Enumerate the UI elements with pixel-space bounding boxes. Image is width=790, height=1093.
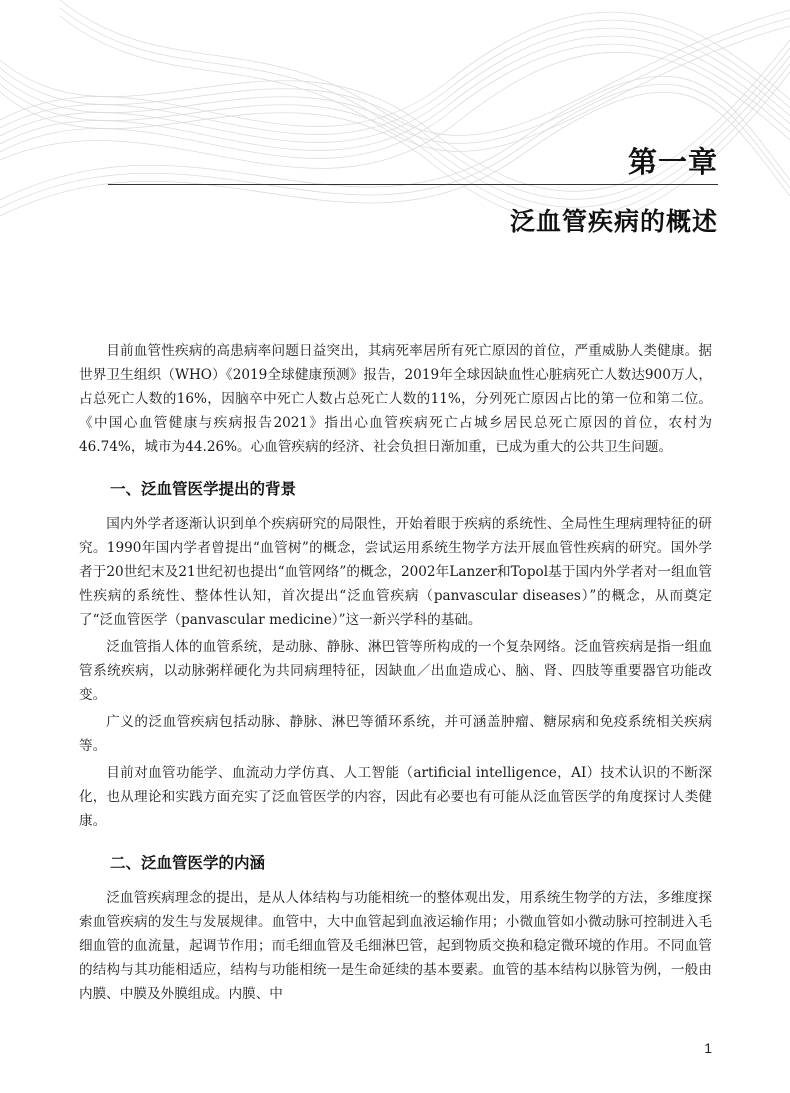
section-heading-connotation: 二、泛血管医学的内涵 — [110, 854, 266, 872]
section1-paragraph-1: 国内外学者逐渐认识到单个疾病研究的局限性，开始着眼于疾病的系统性、全局性生理病理特征的研究。1990年国内学者曾提出“血管树”的概念，尝试运用系统生物学方法开展血管性疾病的研究。国外学者于20世纪末及21世纪初也提出“血管网络”的概念，2002年Lanzer和Topol基于国内外学者对一组血管性疾病的系统性、整体性认知，首次提出“泛血管疾病（panvascular diseases）”的概念，从而奠定了“泛血管医学（panvascular medicine）”这一新兴学科的基础。 — [79, 516, 712, 628]
chapter-title: 泛血管疾病的概述 — [509, 207, 718, 236]
section1-paragraph-2: 泛血管指人体的血管系统，是动脉、静脉、淋巴管等所构成的一个复杂网络。泛血管疾病是指一组血管系统疾病，以动脉粥样硬化为共同病理特征，因缺血／出血造成心、脑、肾、四肢等重要器官功能改变。 — [79, 639, 712, 703]
chapter-divider — [108, 184, 718, 185]
section2-paragraph-1: 泛血管疾病理念的提出，是从人体结构与功能相统一的整体观出发，用系统生物学的方法，多维度探索血管疾病的发生与发展规律。血管中，大中血管起到血液运输作用；小微血管如小微动脉可控制进入毛细血管的血流量，起调节作用；而毛细血管及毛细淋巴管，起到物质交换和稳定微环境的作用。不同血管的结构与其功能相适应，结构与功能相统一是生命延续的基本要素。血管的基本结构以脉管为例，一般由内膜、中膜及外膜组成。内膜、中 — [79, 890, 712, 1002]
chapter-number: 第一章 — [627, 145, 718, 179]
section1-paragraph-4: 目前对血管功能学、血流动力学仿真、人工智能（artificial intelligence，AI）技术认识的不断深化，也从理论和实践方面充实了泛血管医学的内容，因此有必要也有可能从泛血管医学的角度探讨人类健康。 — [79, 765, 712, 829]
intro-paragraph: 目前血管性疾病的高患病率问题日益突出，其病死率居所有死亡原因的首位，严重威胁人类健康。据世界卫生组织（WHO）《2019全球健康预测》报告，2019年全球因缺血性心脏病死亡人数达900万人，占总死亡人数的16%，因脑卒中死亡人数占总死亡人数的11%，分列死亡原因占比的第一位和第二位。《中国心血管健康与疾病报告2021》指出心血管疾病死亡占城乡居民总死亡原因的首位，农村为46.74%，城市为44.26%。心血管疾病的经济、社会负担日渐加重，已成为重大的公共卫生问题。 — [79, 343, 712, 455]
page-content — [79, 339, 712, 1009]
section1-paragraph-3: 广义的泛血管疾病包括动脉、静脉、淋巴等循环系统，并可涵盖肿瘤、糖尿病和免疫系统相关疾病等。 — [79, 714, 712, 754]
section-heading-background: 一、泛血管医学提出的背景 — [110, 480, 297, 498]
page-number: 1 — [704, 1040, 712, 1056]
